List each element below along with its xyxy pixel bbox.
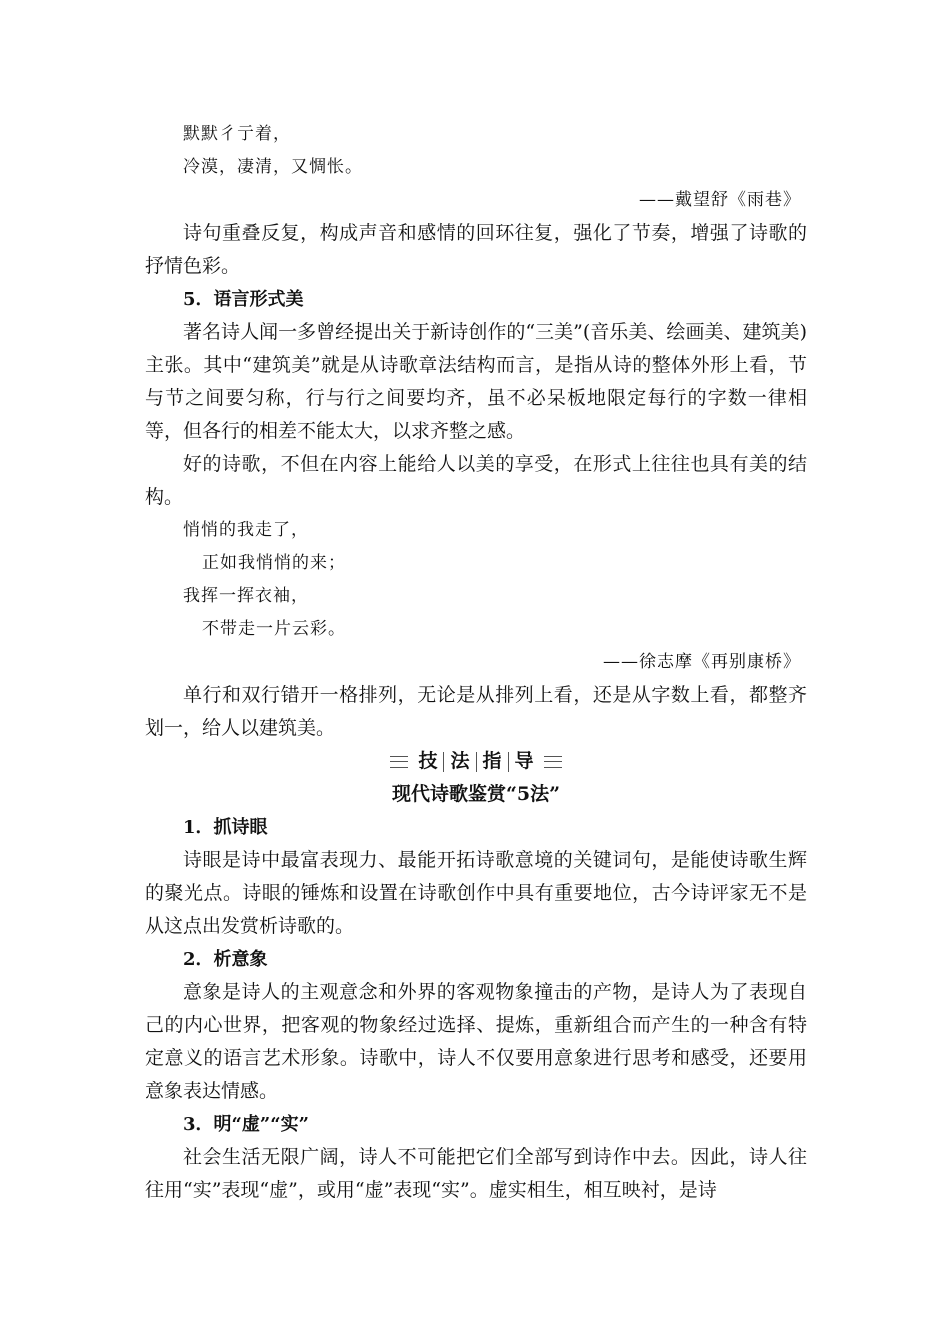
method-3-body: 社会生活无限广阔，诗人不可能把它们全部写到诗作中去。因此，诗人往往用“实”表现“虚”，或用“虚”表现“实”。虚实相生，相互映衬，是诗 [145, 1146, 807, 1201]
banner-char-2: 法 [450, 750, 470, 772]
poem2-line-4: 不带走一片云彩。 [202, 619, 346, 639]
poem1-line-2: 冷漠，凄清，又惆怅。 [183, 157, 363, 177]
method-2-title: 2．析意象 [183, 949, 268, 970]
technique-banner [145, 745, 807, 778]
section-5-title: 5．语言形式美 [183, 289, 304, 310]
poem2-line-2: 正如我悄悄的来； [202, 553, 346, 573]
banner-char-3: 指 [482, 750, 502, 772]
section-5-paragraph-1: 著名诗人闻一多曾经提出关于新诗创作的“三美”(音乐美、绘画美、建筑美)主张。其中“建筑美”就是从诗歌章法结构而言，是指从诗的整体外形上看，节与节之间要匀称，行与行之间要均齐，虽不必呆板地限定每行的字数一律相等，但各行的相差不能太大，以求齐整之感。 [145, 321, 807, 442]
method-1-title: 1．抓诗眼 [183, 817, 268, 838]
banner-char-4: 导 [514, 750, 534, 772]
document-page [145, 118, 807, 1207]
poem1-source: ——戴望舒《雨巷》 [639, 190, 801, 210]
banner-right-decoration [544, 756, 562, 768]
method-3-title: 3．明“虚”“实” [183, 1114, 309, 1135]
banner-left-decoration [390, 756, 408, 768]
paragraph-repetition: 诗句重叠反复，构成声音和感情的回环往复，强化了节奏，增强了诗歌的抒情色彩。 [145, 222, 807, 277]
section-5-paragraph-2: 好的诗歌，不但在内容上能给人以美的享受，在形式上往往也具有美的结构。 [145, 453, 807, 508]
method-1-body: 诗眼是诗中最富表现力、最能开拓诗歌意境的关键词句，是能使诗歌生辉的聚光点。诗眼的锤炼和设置在诗歌创作中具有重要地位，古今诗评家无不是从这点出发赏析诗歌的。 [145, 849, 807, 937]
method-title: 现代诗歌鉴赏“5法” [391, 783, 561, 805]
paragraph-arrangement: 单行和双行错开一格排列，无论是从排列上看，还是从字数上看，都整齐划一，给人以建筑美。 [145, 684, 807, 739]
banner-char-1: 技 [418, 750, 438, 772]
method-2-body: 意象是诗人的主观意念和外界的客观物象撞击的产物，是诗人为了表现自己的内心世界，把客观的物象经过选择、提炼，重新组合而产生的一种含有特定意义的语言艺术形象。诗歌中，诗人不仅要用意象进行思考和感受，还要用意象表达情感。 [145, 981, 807, 1102]
poem2-source: ——徐志摩《再别康桥》 [603, 652, 801, 672]
poem2-line-1: 悄悄的我走了， [183, 520, 309, 540]
poem1-line-1: 默默彳亍着， [183, 124, 291, 144]
poem2-line-3: 我挥一挥衣袖， [183, 586, 309, 606]
